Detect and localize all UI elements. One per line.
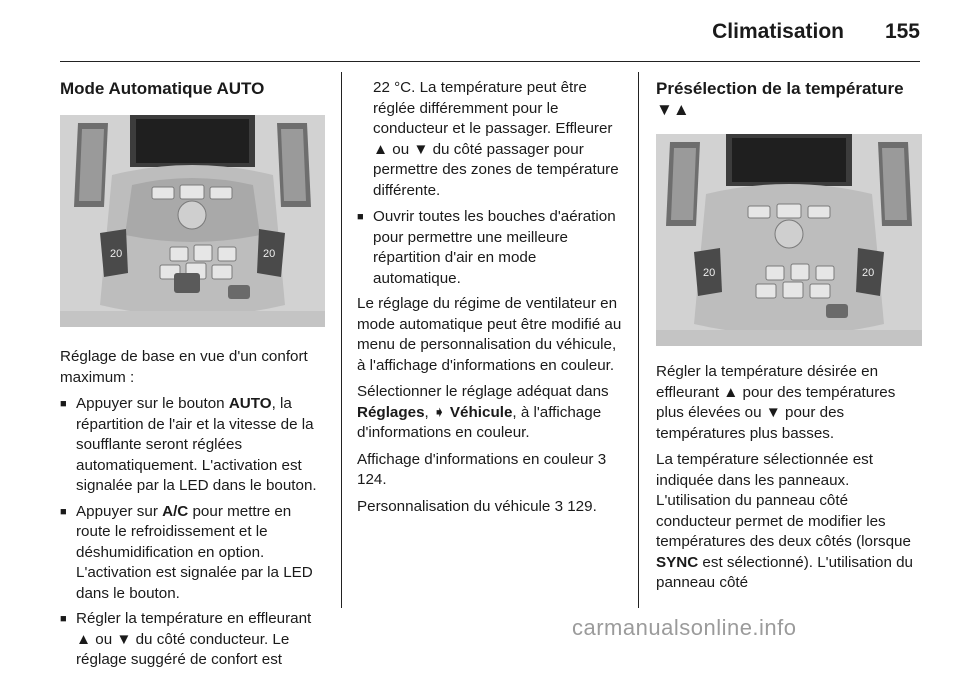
column-3 [656,78,922,600]
temp-display-left: 20 [110,248,123,260]
cross-reference: Personnalisation du véhicule 3 129. [357,497,597,515]
air-vent-right [277,123,311,207]
section-heading-auto: Mode Automatique AUTO [60,79,265,98]
intro-paragraph: Réglage de base en vue d'un confort maximum : [60,348,308,386]
page-section-title: Climatisation [712,20,844,43]
page-header [60,0,920,62]
temp-display-right: 20 [263,248,276,260]
paragraph: Le réglage du régime de ventilateur en mode automatique peut être modifié au menu de personnalisation du véhicule, à l'affichage d'informations en couleur. [357,295,622,374]
list-item: ■ Ouvrir toutes les bouches d'aération pour permettre une meilleure répartition d'air en mode automatique. [357,207,623,289]
column-1 [60,78,325,676]
paragraph: Régler la température désirée en effleurant ▲ pour des températures plus élevées ou ▼ pour des températures plus basses. [656,363,896,442]
climate-panel-photo-auto [60,115,325,327]
bullet-list [60,394,325,671]
section-heading-temperature: Présélection de la température ▼▲ [656,79,904,119]
continued-text: 22 °C. La température peut être réglée différemment pour le conducteur et le passager. Effleurer ▲ ou ▼ du côté passager pour permettre des zones de température différente. [373,79,619,199]
temp-display-left: 20 [703,267,716,279]
column-divider [638,72,639,608]
paragraph: La température sélectionnée est indiquée dans les panneaux. L'utilisation du panneau côté conducteur permet de modifier les températures des deux côtés (lorsque SYNC est sélectionné). L'utilisation du panneau côté [656,451,914,591]
list-item: ■ Appuyer sur A/C pour mettre en route le refroidissement et le déshumidification en option. L'activation est signalée par la LED dans le bouton. [60,502,325,605]
climate-panel-photo-temperature [656,134,922,346]
watermark-text: carmanualsonline.info [572,615,797,640]
bullet-list [357,207,623,289]
page-number: 155 [884,20,920,43]
list-item: ■ Régler la température en effleurant ▲ ou ▼ du côté conducteur. Le réglage suggéré de confort est [60,609,325,671]
list-item: ■ Appuyer sur le bouton AUTO, la répartition de l'air et la vitesse de la soufflante seront réglées automatiquement. L'activation est signalée par la LED dans le bouton. [60,394,325,497]
temp-display-right: 20 [862,267,875,279]
cross-reference: Affichage d'informations en couleur 3 124. [357,450,607,488]
column-divider [341,72,342,608]
air-vent-left [74,123,108,207]
paragraph: Sélectionner le réglage adéquat dans Réglages, ➧ Véhicule, à l'affichage d'informations en couleur. [357,383,609,441]
column-2 [357,78,623,523]
